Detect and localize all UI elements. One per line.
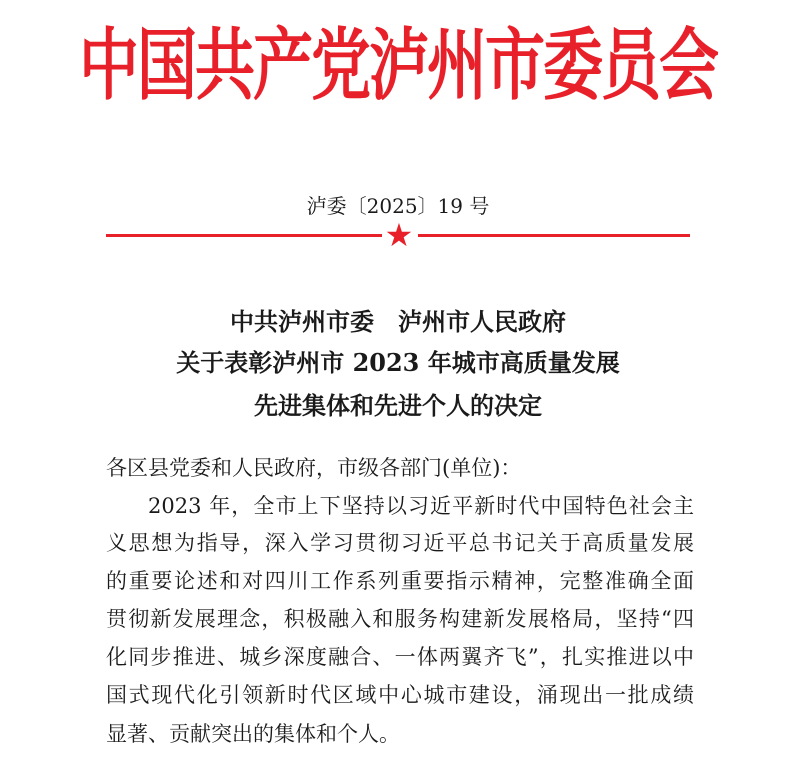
masthead-title: 中国共产党泸州市委员会: [79, 20, 717, 112]
document-title-line-3: 先进集体和先进个人的决定: [254, 391, 542, 420]
body-line: 贯彻新发展理念，积极融入和服务构建新发展格局，坚持“四: [106, 607, 694, 631]
body-line: 的重要论述和对四川工作系列重要指示精神，完整准确全面: [106, 569, 694, 593]
document-title-line-1: 中共泸州市委 泸州市人民政府: [230, 307, 566, 336]
body-line: 国式现代化引领新时代区域中心城市建设，涌现出一批成绩: [106, 683, 694, 707]
body-line: 2023 年，全市上下坚持以习近平新时代中国特色社会主: [148, 494, 694, 518]
document-number: 泸委〔2025〕19 号: [306, 194, 490, 218]
star-icon: ★: [384, 216, 414, 254]
red-divider-left: [106, 234, 382, 237]
body-line: 化同步推进、城乡深度融合、一体两翼齐飞”，扎实推进以中: [106, 645, 694, 669]
document-title-line-2: 关于表彰泸州市 2023 年城市高质量发展: [176, 348, 620, 377]
salutation: 各区县党委和人民政府，市级各部门(单位)：: [106, 456, 522, 480]
red-divider-right: [418, 234, 690, 237]
body-line: 显著、贡献突出的集体和个人。: [106, 722, 400, 746]
body-line: 义思想为指导，深入学习贯彻习近平总书记关于高质量发展: [106, 531, 694, 555]
